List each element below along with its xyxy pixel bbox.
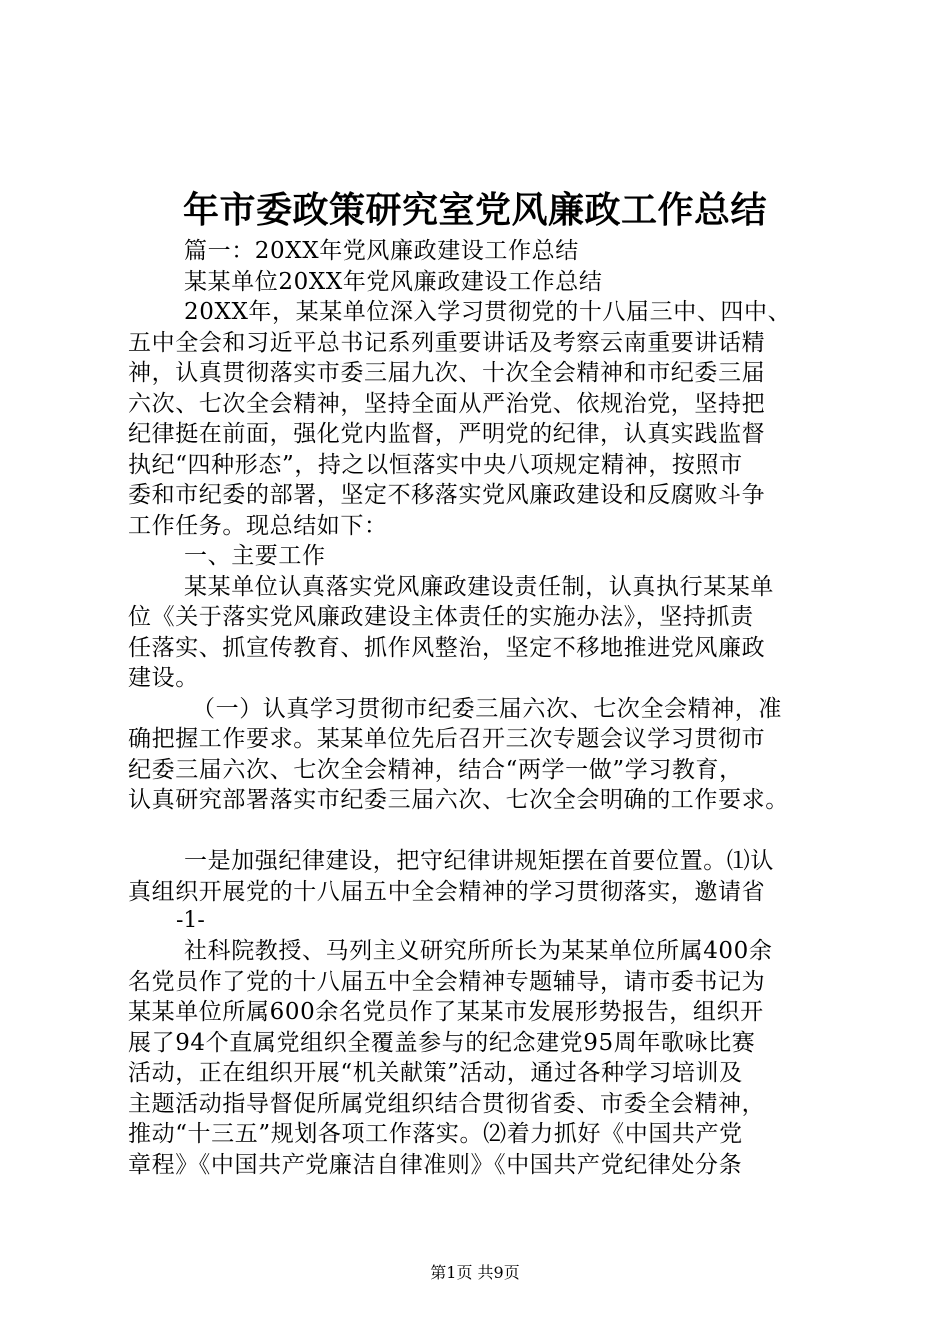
text-line: 确把握工作要求。某某单位先后召开三次专题会议学习贯彻市 [128, 726, 766, 752]
page-footer: 第1页 共9页 [430, 1263, 520, 1282]
text-line: 展了94个直属党组织全覆盖参与的纪念建党95周年歌咏比赛 [128, 1029, 756, 1056]
text-line: 20XX年，某某单位深入学习贯彻党的十八届三中、四中、 [184, 299, 792, 325]
text-line: 位《关于落实党风廉政建设主体责任的实施办法》，坚持抓责 [128, 604, 754, 630]
document-title: 年市委政策研究室党风廉政工作总结 [182, 189, 767, 231]
text-line: 纪律挺在前面，强化党内监督，严明党的纪律，认真实践监督 [128, 421, 766, 447]
text-line: （一）认真学习贯彻市纪委三届六次、七次全会精神，准 [192, 695, 782, 722]
text-line: 社科院教授、马列主义研究所所长为某某单位所属400余 [184, 938, 773, 964]
text-line: 活动，正在组织开展“机关献策”活动，通过各种学习培训及 [128, 1060, 743, 1086]
text-line: 篇一：20XX年党风廉政建设工作总结 [184, 238, 579, 264]
text-line: 执纪“四种形态”，持之以恒落实中央八项规定精神，按照市 [128, 451, 743, 478]
text-line: 神，认真贯彻落实市委三届九次、十次全会精神和市纪委三届 [128, 360, 766, 386]
blank-line [128, 816, 840, 847]
text-line: 名党员作了党的十八届五中全会精神专题辅导，请市委书记为 [128, 968, 766, 995]
text-line: 真组织开展党的十八届五中全会精神的学习贯彻落实，邀请省 [128, 878, 766, 905]
text-line: 一是加强纪律建设，把守纪律讲规矩摆在首要位置。⑴认 [184, 848, 774, 874]
text-line: 某某单位所属600余名党员作了某某市发展形势报告，组织开 [128, 999, 764, 1025]
body-text-section-1 [128, 236, 840, 907]
text-line: 工作任务。现总结如下： [128, 512, 388, 539]
body-text-section-2 [128, 936, 840, 1180]
text-line: 建设。 [128, 665, 199, 691]
text-line: 某某单位认真落实党风廉政建设责任制，认真执行某某单 [184, 573, 774, 600]
text-line: 推动“十三五”规划各项工作落实。⑵着力抓好《中国共产党 [128, 1121, 743, 1147]
text-line: 委和市纪委的部署，坚定不移落实党风廉政建设和反腐败斗争 [128, 482, 766, 508]
text-line: 主题活动指导督促所属党组织结合贯彻省委、市委全会精神， [128, 1090, 766, 1117]
text-line: 认真研究部署落实市纪委三届六次、七次全会明确的工作要求。 [128, 787, 789, 813]
section-heading: 一、主要工作 [184, 543, 326, 569]
inline-page-marker: -1- [176, 908, 205, 933]
text-line: 六次、七次全会精神，坚持全面从严治党、依规治党，坚持把 [128, 390, 766, 417]
text-line: 某某单位20XX年党风廉政建设工作总结 [184, 268, 603, 295]
text-line: 纪委三届六次、七次全会精神，结合“两学一做”学习教育， [128, 756, 743, 783]
text-line: 章程》《中国共产党廉洁自律准则》《中国共产党纪律处分条 [128, 1151, 743, 1178]
text-line: 五中全会和习近平总书记系列重要讲话及考察云南重要讲话精 [128, 329, 766, 356]
text-line: 任落实、抓宣传教育、抓作风整治，坚定不移地推进党风廉政 [128, 634, 766, 661]
